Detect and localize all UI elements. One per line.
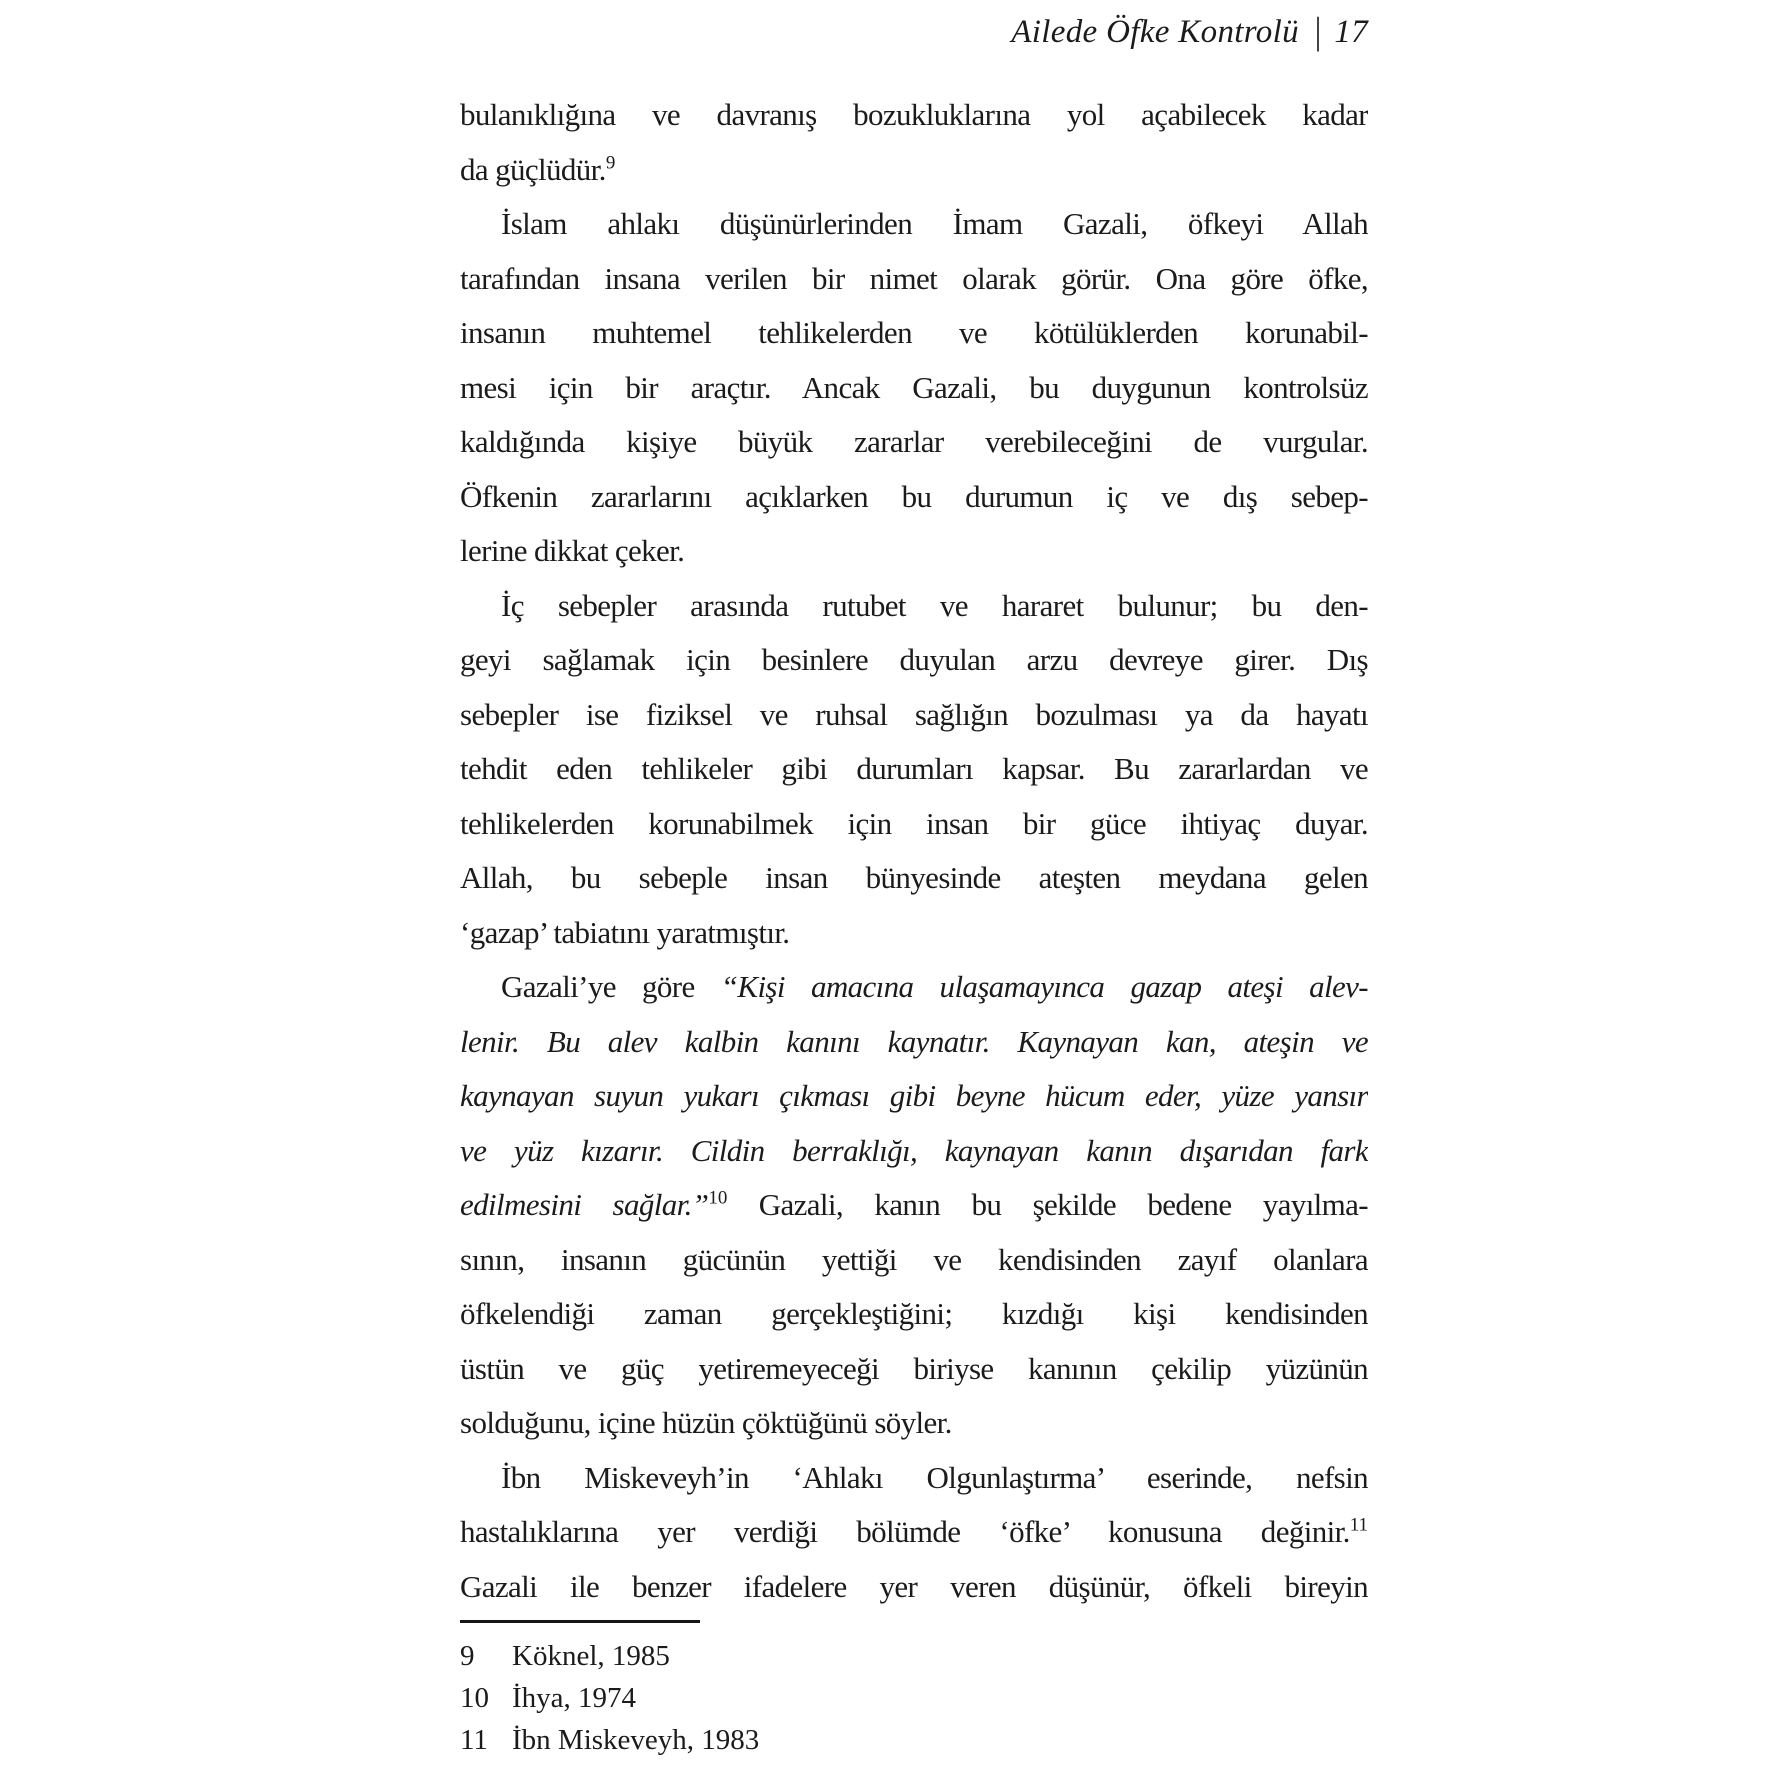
footnote-item: [460, 1635, 1368, 1677]
text-segment: sebepler ise fiziksel ve ruhsal sağlığın bozulması ya da hayatı: [460, 696, 1368, 732]
text-line: [460, 470, 1368, 525]
footnote-list: [460, 1635, 1368, 1761]
text-line: [460, 1178, 1368, 1233]
text-line: [460, 1560, 1368, 1615]
text-segment: Gazali’ye göre: [501, 969, 721, 1004]
footnote-reference: 10: [708, 1187, 728, 1209]
text-segment: bulanıklığına ve davranış bozukluklarına yol açabilecek kadar: [460, 97, 1368, 132]
text-line: [460, 1342, 1368, 1397]
footnote-text: İbn Miskeveyh, 1983: [512, 1724, 760, 1756]
text-segment: öfkelendiği zaman gerçekleştiğini; kızdığı kişi kendisinden: [460, 1296, 1368, 1331]
text-line: [460, 197, 1368, 252]
text-segment: Gazali, kanın bu şekilde bedene yayılma-: [727, 1187, 1368, 1222]
text-line: [460, 1451, 1368, 1506]
text-segment: ‘gazap’ tabiatını yaratmıştır.: [460, 914, 790, 950]
text-line: [460, 742, 1368, 797]
text-line: [460, 688, 1368, 743]
footnote-text: Köknel, 1985: [512, 1640, 670, 1672]
footnote-separator-rule: [460, 1620, 700, 1623]
footnote-number: 11: [460, 1724, 488, 1756]
text-segment: geyi sağlamak için besinlere duyulan arzu devreye girer. Dış: [460, 642, 1368, 677]
text-segment: Allah, bu sebeple insan bünyesinde ateşten meydana gelen: [460, 860, 1368, 895]
text-segment: kaldığında kişiye büyük zararlar verebileceğini de vurgular.: [460, 424, 1368, 459]
body-text: [460, 88, 1368, 1614]
text-segment: “Kişi amacına ulaşamayınca gazap ateşi alev-: [720, 969, 1368, 1004]
text-line: [460, 579, 1368, 634]
text-segment: ve yüz kızarır. Cildin berraklığı, kaynayan kanın dışarıdan fark: [460, 1132, 1368, 1168]
text-segment: İslam ahlakı düşünürlerinden İmam Gazali, öfkeyi Allah: [501, 206, 1368, 241]
text-line: [460, 524, 1368, 579]
text-segment: tehdit eden tehlikeler gibi durumları kapsar. Bu zararlardan ve: [460, 751, 1368, 786]
text-line: [460, 906, 1368, 961]
text-segment: solduğunu, içine hüzün çöktüğünü söyler.: [460, 1405, 952, 1440]
text-line: [460, 633, 1368, 688]
footnote-block: [460, 1620, 1368, 1761]
text-segment: İç sebepler arasında rutubet ve hararet bulunur; bu den-: [501, 587, 1368, 623]
running-header: [460, 10, 1368, 54]
text-segment: İbn Miskeveyh’in ‘Ahlakı Olgunlaştırma’ eserinde, nefsin: [501, 1459, 1368, 1495]
text-segment: tarafından insana verilen bir nimet olarak görür. Ona göre öfke,: [460, 260, 1368, 296]
text-segment: da güçlüdür.: [460, 151, 606, 187]
text-segment: üstün ve güç yetiremeyeceği biriyse kanının çekilip yüzünün: [460, 1350, 1368, 1386]
footnote-item: [460, 1719, 1368, 1761]
text-segment: lerine dikkat çeker.: [460, 533, 685, 568]
footnote-number: 9: [460, 1640, 475, 1672]
text-line: [460, 143, 1368, 198]
text-segment: sının, insanın gücünün yettiği ve kendisinden zayıf olanlara: [460, 1241, 1368, 1277]
footnote-reference: 9: [605, 152, 616, 174]
page-number: 17: [1334, 14, 1368, 50]
text-segment: lenir. Bu alev kalbin kanını kaynatır. Kaynayan kan, ateşin ve: [460, 1023, 1368, 1059]
text-line: [460, 851, 1368, 906]
text-segment: Gazali ile benzer ifadelere yer veren düşünür, öfkeli bireyin: [460, 1568, 1368, 1604]
text-line: [460, 1287, 1368, 1342]
text-segment: tehlikelerden korunabilmek için insan bir güce ihtiyaç duyar.: [460, 805, 1368, 841]
footnote-number: 10: [460, 1682, 489, 1714]
text-line: [460, 1015, 1368, 1070]
text-line: [460, 252, 1368, 307]
text-line: [460, 415, 1368, 470]
footnote-reference: 11: [1349, 1514, 1368, 1536]
text-segment: insanın muhtemel tehlikelerden ve kötülüklerden korunabil-: [460, 315, 1368, 350]
text-line: [460, 1505, 1368, 1560]
footnote-text: İhya, 1974: [512, 1682, 637, 1714]
header-separator-bar: |: [1312, 11, 1323, 53]
running-header-title: Ailede Öfke Kontrolü: [1011, 14, 1299, 50]
text-line: [460, 1124, 1368, 1179]
text-segment: Öfkenin zararlarını açıklarken bu durumun iç ve dış sebep-: [460, 478, 1368, 514]
text-line: [460, 797, 1368, 852]
text-segment: kaynayan suyun yukarı çıkması gibi beyne hücum eder, yüze yansır: [460, 1078, 1368, 1113]
text-segment: edilmesini sağlar.”: [460, 1187, 709, 1222]
text-line: [460, 361, 1368, 416]
text-line: [460, 1233, 1368, 1288]
footnote-item: [460, 1677, 1368, 1719]
text-line: [460, 306, 1368, 361]
text-line: [460, 960, 1368, 1015]
text-segment: hastalıklarına yer verdiği bölümde ‘öfke’ konusuna değinir.: [460, 1514, 1350, 1549]
text-line: [460, 1069, 1368, 1124]
text-line: [460, 88, 1368, 143]
text-line: [460, 1396, 1368, 1451]
text-segment: mesi için bir araçtır. Ancak Gazali, bu duygunun kontrolsüz: [460, 369, 1368, 405]
